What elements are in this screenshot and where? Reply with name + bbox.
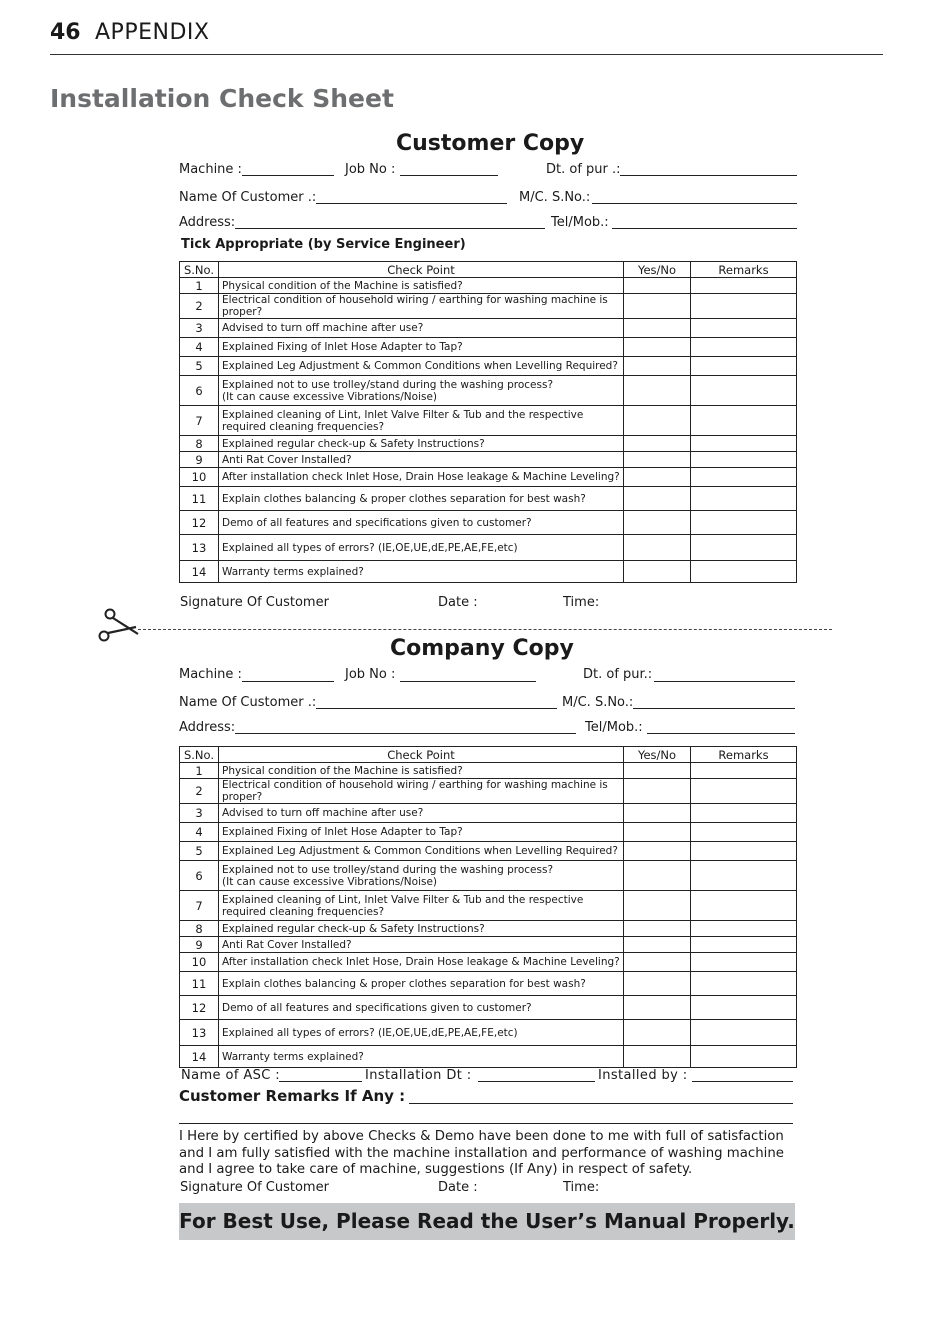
job-no-field[interactable] [400, 175, 498, 176]
yes-no-cell[interactable] [624, 1020, 691, 1046]
row-sno: 4 [180, 823, 219, 842]
mc-sno-field[interactable] [592, 203, 797, 204]
yes-no-cell[interactable] [624, 823, 691, 842]
footer-banner: For Best Use, Please Read the User’s Manual Properly. [179, 1203, 795, 1240]
row-check: Physical condition of the Machine is satisfied? [219, 763, 624, 779]
tick-note: Tick Appropriate (by Service Engineer) [181, 237, 466, 252]
installed-by-field[interactable] [692, 1081, 793, 1082]
company-machine-label: Machine : [179, 667, 242, 682]
remarks-cell[interactable] [691, 891, 797, 921]
customer-date-label: Date : [438, 595, 478, 610]
row-check: Explained Fixing of Inlet Hose Adapter to Tap? [219, 823, 624, 842]
remarks-cell[interactable] [691, 921, 797, 937]
company-signature-label: Signature Of Customer [180, 1180, 329, 1195]
table-row [180, 357, 797, 376]
table-row [180, 972, 797, 996]
row-sno: 1 [180, 763, 219, 779]
table-row [180, 861, 797, 891]
page-number: 46 [50, 20, 81, 45]
row-sno: 10 [180, 953, 219, 972]
tel-mob-field[interactable] [612, 228, 797, 229]
row-check: Explained regular check-up & Safety Instructions? [219, 921, 624, 937]
table-row [180, 1020, 797, 1046]
col-header-sno: S.No. [180, 747, 219, 763]
table-row [180, 804, 797, 823]
row-sno: 5 [180, 842, 219, 861]
row-check-line2: required cleaning frequencies? [222, 905, 385, 918]
row-check-line1: Explained cleaning of Lint, Inlet Valve Filter & Tub and the respective [222, 408, 584, 421]
row-check-line2: (It can cause excessive Vibrations/Noise) [222, 390, 438, 403]
col-header-yes-no: Yes/No [624, 747, 691, 763]
installed-by-label: Installed by : [598, 1068, 688, 1083]
company-time-label: Time: [563, 1180, 600, 1195]
yes-no-cell[interactable] [624, 842, 691, 861]
row-check: After installation check Inlet Hose, Drain Hose leakage & Machine Leveling? [219, 953, 624, 972]
col-header-check-point: Check Point [219, 747, 624, 763]
table-row [180, 436, 797, 452]
remarks-cell[interactable] [691, 1046, 797, 1068]
yes-no-cell[interactable] [624, 278, 691, 294]
remarks-cell[interactable] [691, 561, 797, 583]
company-copy-title: Company Copy [390, 636, 574, 661]
company-customer-name-label: Name Of Customer .: [179, 695, 317, 710]
yes-no-cell[interactable] [624, 487, 691, 511]
col-header-yes-no: Yes/No [624, 262, 691, 278]
remarks-cell[interactable] [691, 763, 797, 779]
customer-signature-label: Signature Of Customer [180, 595, 329, 610]
remarks-cell[interactable] [691, 468, 797, 487]
row-check: Warranty terms explained? [219, 561, 624, 583]
row-check: Advised to turn off machine after use? [219, 804, 624, 823]
row-check-line2: (It can cause excessive Vibrations/Noise) [222, 875, 438, 888]
table-row [180, 535, 797, 561]
row-check-line1: Explained cleaning of Lint, Inlet Valve Filter & Tub and the respective [222, 893, 584, 906]
company-job-no-label: Job No : [345, 667, 396, 682]
row-sno: 3 [180, 319, 219, 338]
remarks-cell[interactable] [691, 842, 797, 861]
table-row [180, 511, 797, 535]
table-row [180, 891, 797, 921]
table-row [180, 278, 797, 294]
row-check: Explained Leg Adjustment & Common Conditions when Levelling Required? [219, 357, 624, 376]
document-title: Installation Check Sheet [50, 84, 394, 113]
company-address-label: Address: [179, 720, 236, 735]
yes-no-cell[interactable] [624, 953, 691, 972]
table-row [180, 823, 797, 842]
row-check [219, 376, 624, 406]
table-row [180, 319, 797, 338]
remarks-cell[interactable] [691, 972, 797, 996]
installation-dt-field[interactable] [478, 1081, 595, 1082]
yes-no-cell[interactable] [624, 535, 691, 561]
row-sno: 2 [180, 779, 219, 804]
table-row [180, 1046, 797, 1068]
header-rule [50, 54, 883, 55]
row-sno: 12 [180, 511, 219, 535]
company-dt-of-pur-field[interactable] [654, 681, 795, 682]
col-header-remarks: Remarks [691, 262, 797, 278]
row-sno: 2 [180, 294, 219, 319]
machine-label: Machine : [179, 162, 242, 177]
table-row [180, 376, 797, 406]
remarks-cell[interactable] [691, 294, 797, 319]
yes-no-cell[interactable] [624, 436, 691, 452]
remarks-cell[interactable] [691, 406, 797, 436]
table-row [180, 338, 797, 357]
yes-no-cell[interactable] [624, 511, 691, 535]
remarks-cell[interactable] [691, 338, 797, 357]
table-row [180, 452, 797, 468]
yes-no-cell[interactable] [624, 1046, 691, 1068]
remarks-cell[interactable] [691, 357, 797, 376]
table-row [180, 468, 797, 487]
yes-no-cell[interactable] [624, 338, 691, 357]
company-customer-name-field[interactable] [316, 708, 557, 709]
remarks-cell[interactable] [691, 278, 797, 294]
remarks-cell[interactable] [691, 376, 797, 406]
table-row [180, 561, 797, 583]
row-sno: 13 [180, 1020, 219, 1046]
dt-of-pur-label: Dt. of pur .: [546, 162, 621, 177]
col-header-check-point: Check Point [219, 262, 624, 278]
row-check-line1: Explained not to use trolley/stand during the washing process? [222, 863, 554, 876]
row-check: Advised to turn off machine after use? [219, 319, 624, 338]
installation-dt-label: Installation Dt : [365, 1068, 472, 1083]
certification-text: I Here by certified by above Checks & Demo have been done to me with full of satisfaction and I am fully satisfied with the machine installation and performance of washing machine and I agree to take care of machine, suggestions (If Any) in respect of safety. [179, 1129, 784, 1177]
remarks-cell[interactable] [691, 452, 797, 468]
yes-no-cell[interactable] [624, 972, 691, 996]
company-check-table [179, 746, 797, 1068]
row-check: Electrical condition of household wiring / earthing for washing machine is proper? [219, 779, 624, 804]
row-sno: 8 [180, 436, 219, 452]
row-sno: 14 [180, 1046, 219, 1068]
yes-no-cell[interactable] [624, 804, 691, 823]
tel-mob-label: Tel/Mob.: [551, 215, 609, 230]
row-sno: 11 [180, 972, 219, 996]
yes-no-cell[interactable] [624, 996, 691, 1020]
customer-name-field[interactable] [316, 203, 507, 204]
yes-no-cell[interactable] [624, 891, 691, 921]
cut-line [138, 629, 832, 630]
yes-no-cell[interactable] [624, 861, 691, 891]
row-check: Explained all types of errors? (IE,OE,UE,dE,PE,AE,FE,etc) [219, 1020, 624, 1046]
row-sno: 14 [180, 561, 219, 583]
row-check: Physical condition of the Machine is satisfied? [219, 278, 624, 294]
address-field[interactable] [235, 228, 545, 229]
remarks-cell[interactable] [691, 861, 797, 891]
remarks-cell[interactable] [691, 937, 797, 953]
row-check: Explained Fixing of Inlet Hose Adapter to Tap? [219, 338, 624, 357]
remarks-cell[interactable] [691, 823, 797, 842]
remarks-cell[interactable] [691, 1020, 797, 1046]
yes-no-cell[interactable] [624, 376, 691, 406]
row-sno: 6 [180, 376, 219, 406]
row-sno: 6 [180, 861, 219, 891]
table-row [180, 406, 797, 436]
company-mc-sno-field[interactable] [633, 708, 795, 709]
company-address-field[interactable] [235, 733, 576, 734]
col-header-remarks: Remarks [691, 747, 797, 763]
company-machine-field[interactable] [242, 681, 334, 682]
row-check [219, 891, 624, 921]
yes-no-cell[interactable] [624, 319, 691, 338]
remarks-cell[interactable] [691, 436, 797, 452]
company-job-no-field[interactable] [400, 681, 536, 682]
company-tel-mob-field[interactable] [647, 733, 795, 734]
asc-name-label: Name of ASC : [181, 1068, 281, 1083]
row-sno: 9 [180, 452, 219, 468]
table-row [180, 953, 797, 972]
customer-name-label: Name Of Customer .: [179, 190, 317, 205]
section-title: APPENDIX [95, 20, 210, 45]
customer-remarks-field[interactable] [409, 1103, 793, 1104]
remarks-cell[interactable] [691, 511, 797, 535]
row-check [219, 406, 624, 436]
row-check: Explained regular check-up & Safety Instructions? [219, 436, 624, 452]
col-header-sno: S.No. [180, 262, 219, 278]
company-mc-sno-label: M/C. S.No.: [562, 695, 634, 710]
table-row [180, 779, 797, 804]
row-sno: 3 [180, 804, 219, 823]
table-row [180, 487, 797, 511]
row-check: Anti Rat Cover Installed? [219, 452, 624, 468]
machine-field[interactable] [242, 175, 334, 176]
company-dt-of-pur-label: Dt. of pur.: [583, 667, 653, 682]
yes-no-cell[interactable] [624, 294, 691, 319]
row-check-line2: required cleaning frequencies? [222, 420, 385, 433]
yes-no-cell[interactable] [624, 406, 691, 436]
table-row [180, 294, 797, 319]
remarks-cell[interactable] [691, 535, 797, 561]
row-sno: 11 [180, 487, 219, 511]
row-sno: 5 [180, 357, 219, 376]
company-date-label: Date : [438, 1180, 478, 1195]
yes-no-cell[interactable] [624, 357, 691, 376]
row-check: Anti Rat Cover Installed? [219, 937, 624, 953]
row-check: Explained Leg Adjustment & Common Conditions when Levelling Required? [219, 842, 624, 861]
yes-no-cell[interactable] [624, 468, 691, 487]
row-sno: 1 [180, 278, 219, 294]
customer-remarks-label: Customer Remarks If Any : [179, 1087, 406, 1105]
yes-no-cell[interactable] [624, 561, 691, 583]
row-check: Warranty terms explained? [219, 1046, 624, 1068]
yes-no-cell[interactable] [624, 763, 691, 779]
row-sno: 13 [180, 535, 219, 561]
row-sno: 7 [180, 891, 219, 921]
job-no-label: Job No : [345, 162, 396, 177]
remarks-cell[interactable] [691, 319, 797, 338]
row-sno: 7 [180, 406, 219, 436]
row-check: Explain clothes balancing & proper clothes separation for best wash? [219, 487, 624, 511]
dt-of-pur-field[interactable] [620, 175, 797, 176]
address-label: Address: [179, 215, 236, 230]
customer-copy-title: Customer Copy [396, 131, 585, 156]
yes-no-cell[interactable] [624, 452, 691, 468]
row-sno: 12 [180, 996, 219, 1020]
customer-check-table [179, 261, 797, 583]
customer-time-label: Time: [563, 595, 600, 610]
row-check-line1: Explained not to use trolley/stand during the washing process? [222, 378, 554, 391]
row-check: After installation check Inlet Hose, Drain Hose leakage & Machine Leveling? [219, 468, 624, 487]
table-row [180, 937, 797, 953]
row-sno: 10 [180, 468, 219, 487]
yes-no-cell[interactable] [624, 921, 691, 937]
remarks-cell[interactable] [691, 487, 797, 511]
table-row [180, 996, 797, 1020]
row-sno: 4 [180, 338, 219, 357]
asc-name-field[interactable] [279, 1081, 362, 1082]
yes-no-cell[interactable] [624, 937, 691, 953]
mc-sno-label: M/C. S.No.: [519, 190, 591, 205]
company-tel-mob-label: Tel/Mob.: [585, 720, 643, 735]
customer-remarks-field-line2[interactable] [179, 1123, 793, 1124]
row-check [219, 861, 624, 891]
yes-no-cell[interactable] [624, 779, 691, 804]
row-sno: 9 [180, 937, 219, 953]
remarks-cell[interactable] [691, 996, 797, 1020]
table-row [180, 763, 797, 779]
row-check: Explain clothes balancing & proper clothes separation for best wash? [219, 972, 624, 996]
row-check: Electrical condition of household wiring / earthing for washing machine is proper? [219, 294, 624, 319]
remarks-cell[interactable] [691, 779, 797, 804]
row-sno: 8 [180, 921, 219, 937]
table-row [180, 921, 797, 937]
row-check: Demo of all features and specifications given to customer? [219, 511, 624, 535]
row-check: Explained all types of errors? (IE,OE,UE,dE,PE,AE,FE,etc) [219, 535, 624, 561]
remarks-cell[interactable] [691, 804, 797, 823]
remarks-cell[interactable] [691, 953, 797, 972]
row-check: Demo of all features and specifications given to customer? [219, 996, 624, 1020]
scissors-icon [96, 606, 140, 648]
table-row [180, 842, 797, 861]
